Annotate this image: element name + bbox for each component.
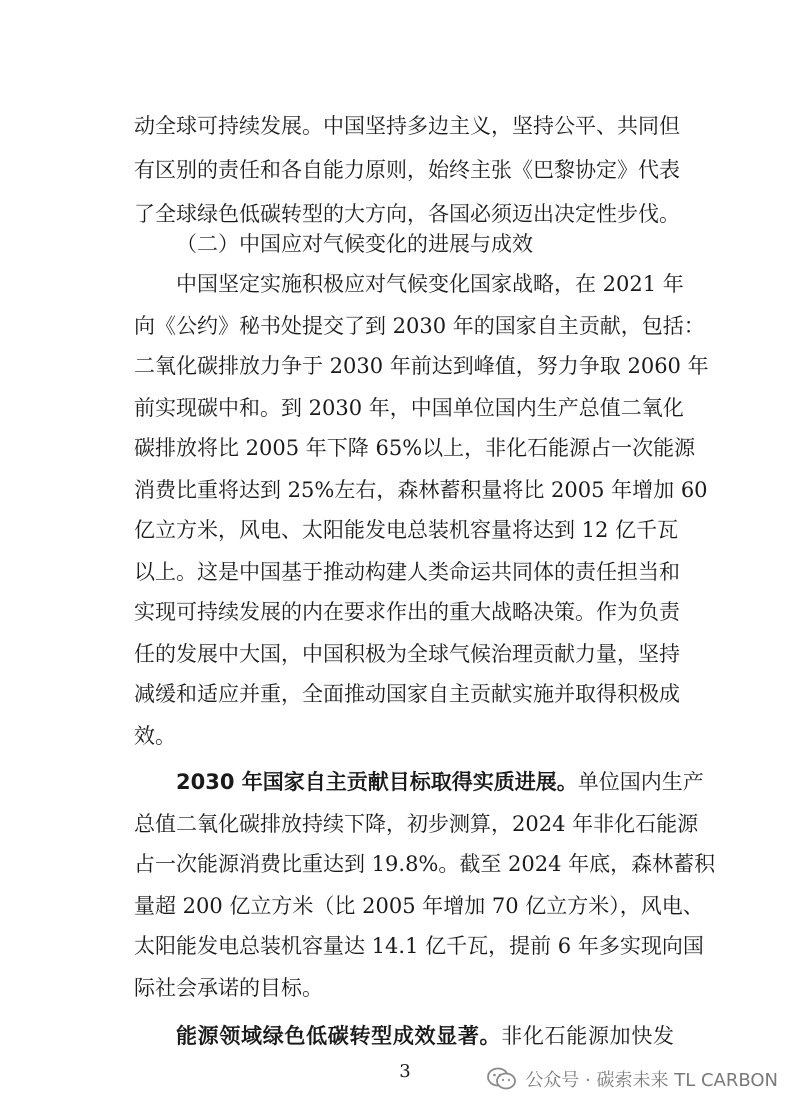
text-line: 占一次能源消费比重达到 19.8%。截至 2024 年底，森林蓄积	[134, 852, 716, 876]
text-line: 中国坚定实施积极应对气候变化国家战略，在 2021 年	[176, 272, 684, 296]
text-line: 效。	[134, 724, 176, 748]
paragraph-first-line	[176, 1016, 674, 1056]
text-line: 消费比重将达到 25%左右，森林蓄积量将比 2005 年增加 60	[134, 478, 708, 502]
text-run: 单位国内生产	[577, 770, 704, 794]
watermark-text: 公众号 · 碳索未来 TL CARBON	[525, 1070, 778, 1091]
text-line: 实现可持续发展的内在要求作出的重大战略决策。作为负责	[134, 600, 680, 624]
text-line: 总值二氧化碳排放持续下降，初步测算，2024 年非化石能源	[134, 812, 699, 836]
text-line: 有区别的责任和各自能力原则，始终主张《巴黎协定》代表	[134, 158, 680, 182]
paragraph-first-line	[176, 762, 704, 802]
wechat-official-account-icon	[487, 1066, 517, 1092]
text-line: 际社会承诺的目标。	[134, 976, 323, 1000]
bold-lead: 2030 年国家自主贡献目标取得实质进展。	[176, 770, 578, 794]
text-line: 向《公约》秘书处提交了到 2030 年的国家自主贡献，包括：	[134, 314, 705, 338]
bold-lead: 能源领域绿色低碳转型成效显著。	[176, 1024, 502, 1048]
section-heading: （二）中国应对气候变化的进展与成效	[176, 232, 533, 256]
page-number: 3	[399, 1061, 411, 1082]
text-line: 减缓和适应并重，全面推动国家自主贡献实施并取得积极成	[134, 682, 680, 706]
text-line: 碳排放将比 2005 年下降 65%以上，非化石能源占一次能源	[134, 436, 696, 460]
text-run: 非化石能源加快发	[501, 1024, 675, 1048]
text-line: 任的发展中大国，中国积极为全球气候治理贡献力量，坚持	[134, 642, 680, 666]
text-line: 二氧化碳排放力争于 2030 年前达到峰值，努力争取 2060 年	[134, 354, 709, 378]
text-line: 了全球绿色低碳转型的大方向，各国必须迈出决定性步伐。	[134, 202, 680, 226]
text-line: 亿立方米，风电、太阳能发电总装机容量将达到 12 亿千瓦	[134, 518, 679, 542]
text-line: 前实现碳中和。到 2030 年，中国单位国内生产总值二氧化	[134, 396, 684, 420]
text-line: 动全球可持续发展。中国坚持多边主义，坚持公平、共同但	[134, 114, 680, 138]
text-line: 太阳能发电总装机容量达 14.1 亿千瓦，提前 6 年多实现向国	[134, 934, 704, 958]
text-line: 量超 200 亿立方米（比 2005 年增加 70 亿立方米），风电、	[134, 894, 704, 918]
watermark	[487, 1062, 778, 1096]
text-line: 以上。这是中国基于推动构建人类命运共同体的责任担当和	[134, 560, 680, 584]
